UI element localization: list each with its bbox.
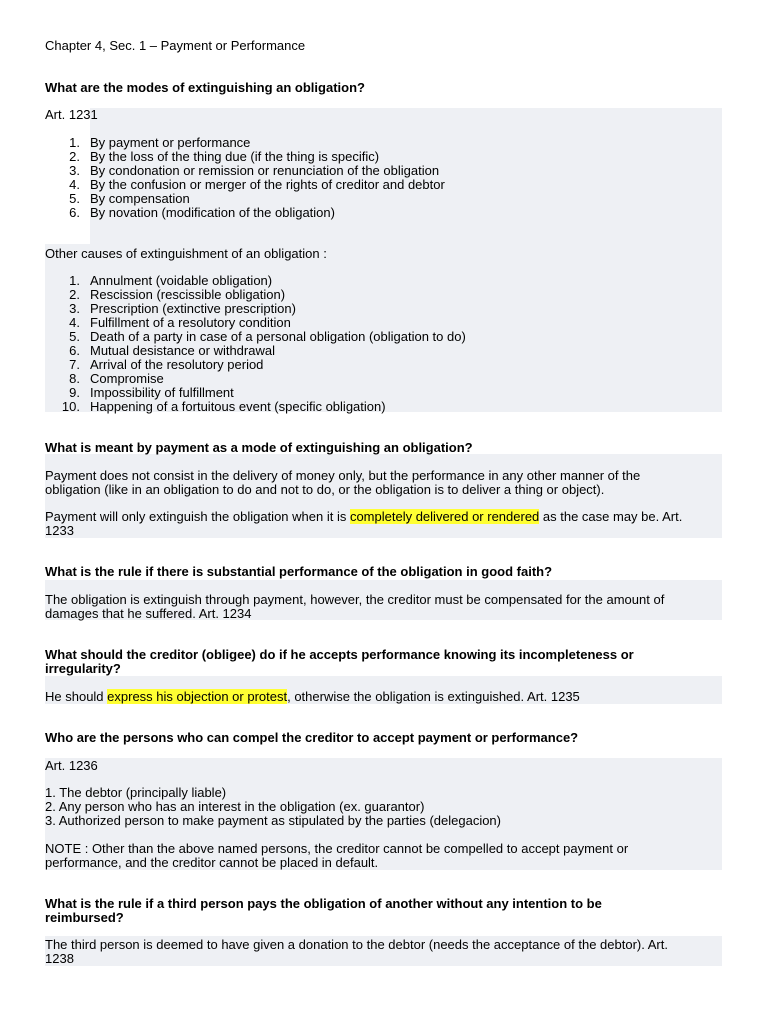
list-item: 3. By condonation or remission or renunciation of the obligation bbox=[69, 163, 440, 178]
note-line1: NOTE : Other than the above named persons, the creditor cannot be compelled to accept payment or bbox=[45, 841, 629, 856]
substantial-answer-line1: The obligation is extinguish through payment, however, the creditor must be compensated for the amount of bbox=[45, 592, 665, 607]
question-persons-compel: Who are the persons who can compel the creditor to accept payment or performance? bbox=[45, 730, 579, 745]
article-1236: Art. 1236 bbox=[45, 758, 98, 773]
payment-definition-line1: Payment does not consist in the delivery of money only, but the performance in any other manner of the bbox=[45, 468, 641, 483]
list-item: 7. Arrival of the resolutory period bbox=[69, 357, 264, 372]
other-causes-intro: Other causes of extinguishment of an obligation : bbox=[45, 246, 327, 261]
list-item: 3. Prescription (extinctive prescription) bbox=[69, 301, 296, 316]
list-item: 3. Authorized person to make payment as stipulated by the parties (delegacion) bbox=[45, 813, 501, 828]
chapter-title: Chapter 4, Sec. 1 – Payment or Performance bbox=[45, 38, 306, 53]
question-modes-of-extinguishing: What are the modes of extinguishing an obligation? bbox=[45, 80, 365, 95]
list-item: 5. By compensation bbox=[69, 191, 190, 206]
question-meaning-of-payment: What is meant by payment as a mode of extinguishing an obligation? bbox=[45, 440, 473, 455]
list-item: 9. Impossibility of fulfillment bbox=[69, 385, 234, 400]
list-item: 10. Happening of a fortuitous event (specific obligation) bbox=[61, 399, 386, 414]
question-third-person-line1: What is the rule if a third person pays the obligation of another without any intention to be bbox=[45, 896, 602, 911]
article-1231: Art. 1231 bbox=[45, 107, 98, 122]
list-item: 6. By novation (modification of the obligation) bbox=[69, 205, 335, 220]
substantial-answer-line2: damages that he suffered. Art. 1234 bbox=[45, 606, 252, 621]
list-item: 1. Annulment (voidable obligation) bbox=[69, 273, 273, 288]
payment-extinguish-line1: Payment will only extinguish the obligation when it is completely delivered or rendered as the case may be. Art. bbox=[45, 509, 683, 524]
question-creditor-accepts-line1: What should the creditor (obligee) do if he accepts performance knowing its incompleteness or bbox=[45, 647, 634, 662]
question-substantial-performance: What is the rule if there is substantial performance of the obligation in good faith? bbox=[45, 564, 553, 579]
creditor-answer: He should express his objection or protest, otherwise the obligation is extinguished. Art. 1235 bbox=[45, 689, 580, 704]
third-person-answer-line2: 1238 bbox=[45, 951, 74, 966]
list-item: 5. Death of a party in case of a personal obligation (obligation to do) bbox=[69, 329, 466, 344]
highlight-express-objection: express his objection or protest bbox=[107, 689, 288, 704]
third-person-answer-line1: The third person is deemed to have given a donation to the debtor (needs the acceptance of the debtor). Art. bbox=[45, 937, 668, 952]
list-item: 4. By the confusion or merger of the rights of creditor and debtor bbox=[69, 177, 445, 192]
list-item: 2. Rescission (rescissible obligation) bbox=[69, 287, 286, 302]
note-line2: performance, and the creditor cannot be placed in default. bbox=[45, 855, 379, 870]
list-item: 2. Any person who has an interest in the obligation (ex. guarantor) bbox=[45, 799, 425, 814]
modes-list bbox=[45, 136, 445, 220]
list-item: 2. By the loss of the thing due (if the thing is specific) bbox=[69, 149, 380, 164]
list-item: 1. By payment or performance bbox=[69, 135, 251, 150]
list-item: 8. Compromise bbox=[69, 371, 164, 386]
list-item: 4. Fulfillment of a resolutory condition bbox=[69, 315, 291, 330]
payment-extinguish-line2: 1233 bbox=[45, 523, 74, 538]
other-causes-list bbox=[45, 274, 466, 414]
question-creditor-accepts-line2: irregularity? bbox=[45, 661, 121, 676]
list-item: 6. Mutual desistance or withdrawal bbox=[69, 343, 275, 358]
list-item: 1. The debtor (principally liable) bbox=[45, 785, 227, 800]
question-third-person-line2: reimbursed? bbox=[45, 910, 124, 925]
highlight-completely-delivered: completely delivered or rendered bbox=[349, 509, 540, 524]
payment-definition-line2: obligation (like in an obligation to do and not to do, or the obligation is to deliver a thing or object). bbox=[45, 482, 605, 497]
